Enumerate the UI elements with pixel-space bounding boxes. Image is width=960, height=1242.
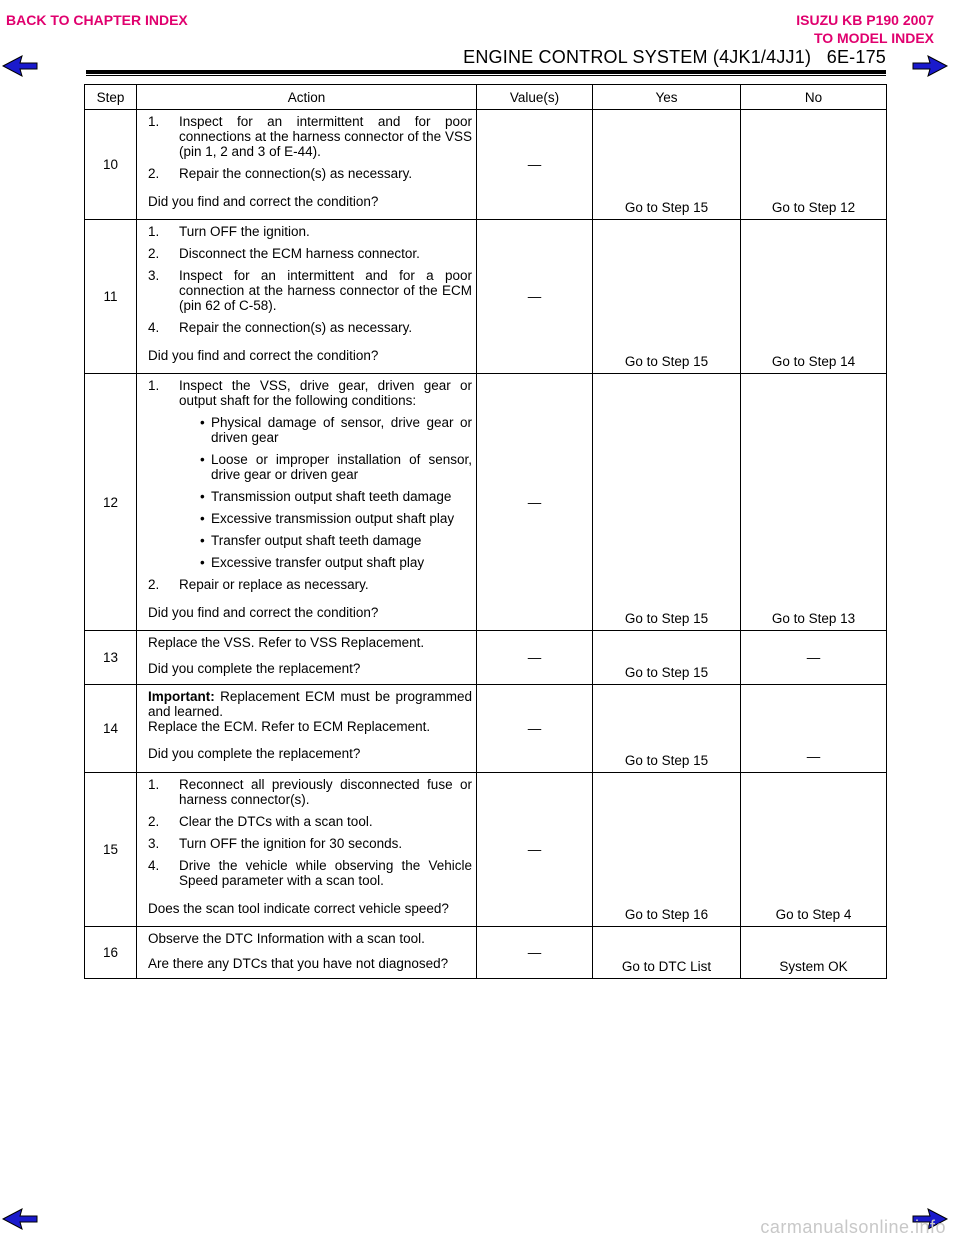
yes-cell: Go to Step 15 bbox=[593, 631, 741, 685]
list-number: 3. bbox=[148, 836, 160, 851]
value-cell: — bbox=[477, 374, 593, 631]
no-cell: Go to Step 12 bbox=[741, 110, 887, 220]
col-header-step: Step bbox=[85, 85, 137, 110]
list-text: Turn OFF the ignition. bbox=[179, 224, 310, 239]
important-text: Replacement ECM must be programmed and learned. bbox=[148, 689, 472, 719]
yes-cell: Go to Step 16 bbox=[593, 773, 741, 927]
action-text: Observe the DTC Information with a scan tool. bbox=[148, 931, 425, 946]
list-text: Clear the DTCs with a scan tool. bbox=[179, 814, 373, 829]
list-number: 2. bbox=[148, 166, 160, 181]
bullet-text: Excessive transmission output shaft play bbox=[211, 511, 455, 526]
action-text: Replace the VSS. Refer to VSS Replacement. bbox=[148, 635, 425, 650]
important-note bbox=[148, 689, 472, 719]
col-header-values: Value(s) bbox=[477, 85, 593, 110]
list-number: 1. bbox=[148, 777, 160, 792]
header-rule bbox=[86, 70, 886, 74]
bullet-text: Excessive transfer output shaft play bbox=[211, 555, 425, 570]
list-text: Inspect for an intermittent and for poor connections at the harness connector of the VSS (pin 1, 2 and 3 of E-44). bbox=[179, 114, 472, 159]
col-header-yes: Yes bbox=[593, 85, 741, 110]
step-number: 12 bbox=[85, 374, 137, 631]
table-row bbox=[85, 927, 887, 979]
back-to-chapter-index-link[interactable]: BACK TO CHAPTER INDEX bbox=[6, 12, 188, 28]
list-text: Inspect the VSS, drive gear, driven gear or output shaft for the following conditions: bbox=[179, 378, 472, 408]
value-cell: — bbox=[477, 110, 593, 220]
yes-cell: Go to Step 15 bbox=[593, 374, 741, 631]
bullet-text: Transfer output shaft teeth damage bbox=[211, 533, 422, 548]
list-number: 1. bbox=[148, 224, 160, 239]
list-text: Inspect for an intermittent and for a poor connection at the harness connector of the ECM (pin 62 of C-58). bbox=[179, 268, 472, 313]
action-cell bbox=[137, 631, 477, 685]
bullet-text: Loose or improper installation of sensor, drive gear or driven gear bbox=[211, 452, 472, 482]
yes-cell: Go to Step 15 bbox=[593, 220, 741, 374]
prev-page-arrow-icon[interactable] bbox=[2, 55, 38, 77]
list-number: 2. bbox=[148, 246, 160, 261]
step-number: 11 bbox=[85, 220, 137, 374]
table-row bbox=[85, 374, 887, 631]
value-cell: — bbox=[477, 773, 593, 927]
list-text: Drive the vehicle while observing the Vehicle Speed parameter with a scan tool. bbox=[179, 858, 472, 888]
list-number: 4. bbox=[148, 320, 160, 335]
table-row bbox=[85, 110, 887, 220]
list-number: 2. bbox=[148, 577, 160, 592]
table-row bbox=[85, 631, 887, 685]
list-text: Repair the connection(s) as necessary. bbox=[179, 320, 413, 335]
no-cell: Go to Step 13 bbox=[741, 374, 887, 631]
bullet-icon: • bbox=[200, 452, 205, 467]
value-cell: — bbox=[477, 927, 593, 979]
list-text: Reconnect all previously disconnected fuse or harness connector(s). bbox=[179, 777, 472, 807]
action-cell bbox=[137, 773, 477, 927]
bullet-icon: • bbox=[200, 555, 205, 570]
no-cell: — bbox=[741, 685, 887, 773]
list-number: 1. bbox=[148, 378, 160, 393]
action-cell bbox=[137, 374, 477, 631]
value-cell: — bbox=[477, 631, 593, 685]
important-label: Important: bbox=[148, 689, 215, 704]
diagnostic-step-table bbox=[84, 84, 887, 979]
yes-cell: Go to Step 15 bbox=[593, 685, 741, 773]
col-header-no: No bbox=[741, 85, 887, 110]
step-number: 15 bbox=[85, 773, 137, 927]
page-header-title: ENGINE CONTROL SYSTEM (4JK1/4JJ1) 6E-175 bbox=[463, 47, 886, 67]
action-cell bbox=[137, 220, 477, 374]
action-cell bbox=[137, 685, 477, 773]
list-number: 2. bbox=[148, 814, 160, 829]
site-watermark: carmanualsonline.info bbox=[760, 1217, 946, 1237]
step-number: 10 bbox=[85, 110, 137, 220]
bullet-text: Physical damage of sensor, drive gear or driven gear bbox=[211, 415, 472, 445]
step-number: 14 bbox=[85, 685, 137, 773]
yes-cell: Go to DTC List bbox=[593, 927, 741, 979]
list-number: 4. bbox=[148, 858, 160, 873]
to-model-index-link[interactable]: TO MODEL INDEX bbox=[813, 30, 934, 46]
list-text: Repair or replace as necessary. bbox=[179, 577, 369, 592]
action-cell bbox=[137, 927, 477, 979]
table-header-row bbox=[85, 85, 887, 110]
prev-page-arrow-icon-bottom[interactable] bbox=[2, 1208, 38, 1230]
yes-cell: Go to Step 15 bbox=[593, 110, 741, 220]
next-page-arrow-icon[interactable] bbox=[912, 55, 948, 77]
step-number: 13 bbox=[85, 631, 137, 685]
list-text: Disconnect the ECM harness connector. bbox=[179, 246, 420, 261]
table-row bbox=[85, 220, 887, 374]
list-number: 3. bbox=[148, 268, 160, 283]
action-question: Did you find and correct the condition? bbox=[148, 194, 379, 209]
step-number: 16 bbox=[85, 927, 137, 979]
action-question: Did you find and correct the condition? bbox=[148, 605, 379, 620]
bullet-icon: • bbox=[200, 489, 205, 504]
list-text: Repair the connection(s) as necessary. bbox=[179, 166, 413, 181]
table-row bbox=[85, 685, 887, 773]
value-cell: — bbox=[477, 220, 593, 374]
bullet-icon: • bbox=[200, 533, 205, 548]
list-text: Turn OFF the ignition for 30 seconds. bbox=[179, 836, 403, 851]
bullet-icon: • bbox=[200, 511, 205, 526]
table-row bbox=[85, 773, 887, 927]
no-cell: Go to Step 4 bbox=[741, 773, 887, 927]
list-number: 1. bbox=[148, 114, 160, 129]
action-question: Did you complete the replacement? bbox=[148, 746, 361, 761]
action-cell bbox=[137, 110, 477, 220]
no-cell: System OK bbox=[741, 927, 887, 979]
header-rule-thin bbox=[86, 75, 886, 76]
col-header-action: Action bbox=[137, 85, 477, 110]
no-cell: Go to Step 14 bbox=[741, 220, 887, 374]
action-question: Did you complete the replacement? bbox=[148, 661, 361, 676]
bullet-icon: • bbox=[200, 415, 205, 430]
no-cell: — bbox=[741, 631, 887, 685]
bullet-text: Transmission output shaft teeth damage bbox=[211, 489, 452, 504]
action-text: Replace the ECM. Refer to ECM Replacement. bbox=[148, 719, 431, 734]
model-title: ISUZU KB P190 2007 bbox=[796, 12, 934, 28]
action-question: Does the scan tool indicate correct vehicle speed? bbox=[148, 901, 449, 916]
action-question: Are there any DTCs that you have not diagnosed? bbox=[148, 956, 449, 971]
value-cell: — bbox=[477, 685, 593, 773]
action-question: Did you find and correct the condition? bbox=[148, 348, 379, 363]
